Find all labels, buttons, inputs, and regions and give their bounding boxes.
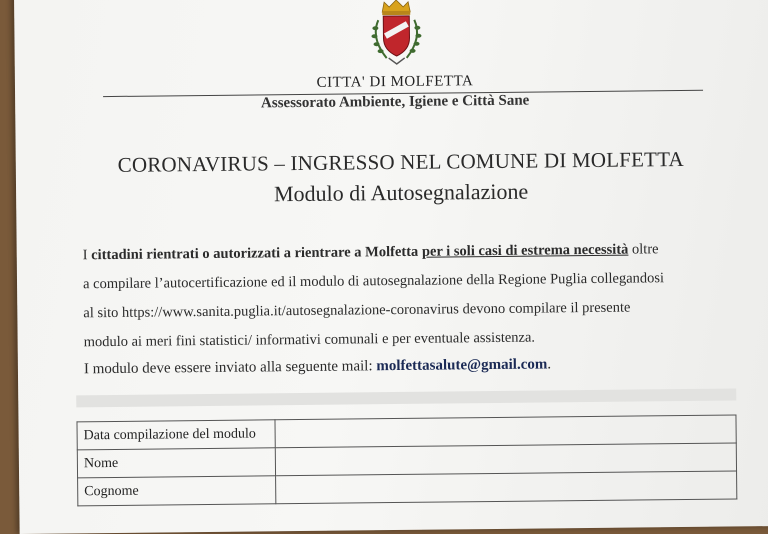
form-field[interactable] <box>276 471 737 504</box>
form-label: Nome <box>77 448 275 478</box>
form-label: Data compilazione del modulo <box>77 420 275 450</box>
email-address: molfettasalute@gmail.com <box>376 356 548 375</box>
instructions-paragraph <box>83 235 724 358</box>
text-fragment: oltre <box>628 241 659 258</box>
document-subtitle: Modulo di Autosegnalazione <box>273 178 529 207</box>
citizens-phrase: cittadini rientrati o autorizzati a rientrare a Molfetta <box>91 243 419 264</box>
mail-prefix: I modulo deve essere inviato alla seguente mail: <box>83 358 377 378</box>
gray-band <box>76 388 736 407</box>
city-name: CITTA' DI MOLFETTA <box>316 73 474 91</box>
mail-instruction <box>84 356 551 378</box>
instructions-line-3: al sito https://www.sanita.puglia.it/autosegnalazione-coronavirus devono compilare il presente <box>83 299 631 322</box>
department-name: Assessorato Ambiente, Igiene e Città Sane <box>260 92 530 112</box>
instructions-line-2: a compilare l’autocertificazione ed il modulo di autosegnalazione della Regione Puglia collegandosi <box>82 270 665 293</box>
instructions-line-4: modulo ai meri fini statistici/ informativi comunali e per eventuale assistenza. <box>83 329 536 351</box>
city-crest-icon <box>364 0 429 68</box>
form-label: Cognome <box>78 476 276 506</box>
document-title: CORONAVIRUS – INGRESSO NEL COMUNE DI MOLFETTA <box>117 146 684 177</box>
form-table <box>76 414 737 506</box>
mail-suffix: . <box>547 356 552 373</box>
table-row <box>78 471 737 506</box>
text-fragment: I <box>82 247 92 264</box>
necessity-phrase: per i soli casi di estrema necessità <box>421 241 629 260</box>
document-page <box>14 0 768 534</box>
